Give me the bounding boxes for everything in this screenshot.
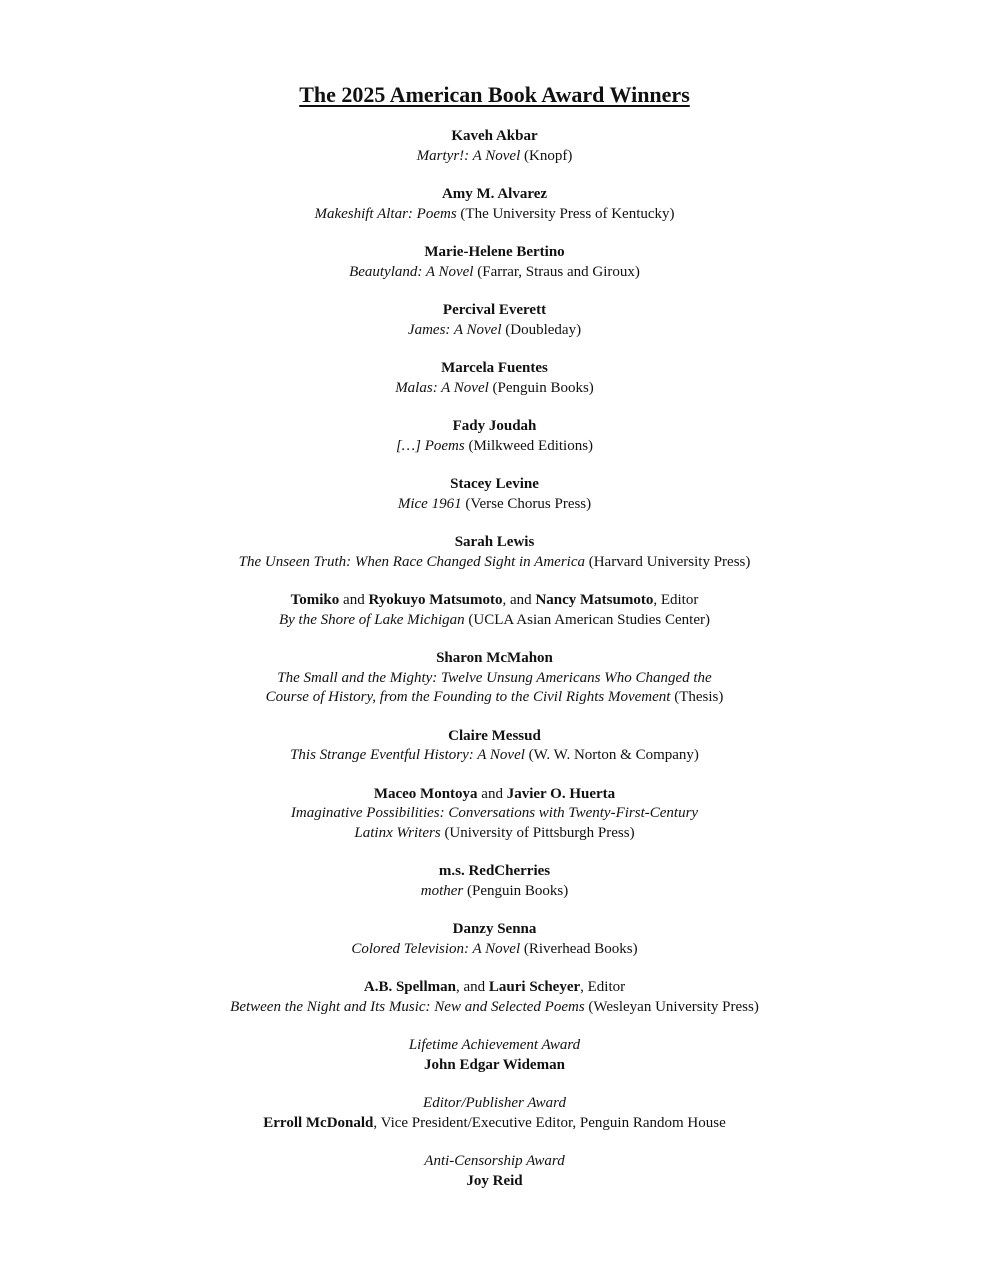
award-entry <box>0 185 989 224</box>
publisher: (Farrar, Straus and Giroux) <box>477 263 640 280</box>
book-title: Colored Television: A Novel <box>351 940 521 957</box>
publisher: (University of Pittsburgh Press) <box>444 824 635 841</box>
award-entry <box>0 920 989 959</box>
special-award-entry <box>0 1036 989 1075</box>
author-name: Marcela Fuentes <box>441 360 548 376</box>
book-title: This Strange Eventful History: A Novel <box>290 747 525 763</box>
award-entry <box>0 862 989 901</box>
author-name: Sharon McMahon <box>436 650 553 666</box>
book-title: mother <box>420 882 464 899</box>
editor-role: , Editor <box>653 592 699 608</box>
author-name: A.B. Spellman <box>363 979 456 995</box>
author-name: Fady Joudah <box>452 418 537 434</box>
book-title: Beautyland: A Novel <box>349 263 474 280</box>
book-title: By the Shore of Lake Michigan <box>278 611 465 628</box>
award-entry <box>0 417 989 456</box>
book-title: Makeshift Altar: Poems <box>314 205 457 222</box>
award-name: Editor/Publisher Award <box>423 1095 566 1111</box>
author-name: Javier O. Huerta <box>506 785 616 802</box>
conjunction: and <box>481 785 503 802</box>
page-title: The 2025 American Book Award Winners <box>299 82 690 107</box>
publisher: (W. W. Norton & Company) <box>528 747 699 763</box>
book-title: James: A Novel <box>407 321 502 338</box>
book-title: Imaginative Possibilities: Conversations with Twenty-First-Century <box>290 805 699 821</box>
recipient-name: Erroll McDonald <box>263 1114 374 1131</box>
author-name: Marie-Helene Bertino <box>424 244 565 260</box>
author-name: Percival Everett <box>442 302 547 318</box>
author-name: Maceo Montoya <box>373 785 478 802</box>
award-entry <box>0 243 989 282</box>
book-title: Latinx Writers <box>354 824 441 841</box>
book-title: Malas: A Novel <box>395 379 489 396</box>
recipient-name: John Edgar Wideman <box>424 1056 565 1073</box>
publisher: (Wesleyan University Press) <box>588 998 759 1015</box>
author-name: Ryokuyo Matsumoto <box>368 592 503 608</box>
book-title: […] Poems <box>395 437 465 454</box>
author-name: m.s. RedCherries <box>438 863 551 879</box>
award-entry <box>0 978 989 1017</box>
book-title: The Unseen Truth: When Race Changed Sight in America <box>238 553 585 570</box>
author-name: Nancy Matsumoto <box>535 592 654 608</box>
award-entry <box>0 301 989 340</box>
conjunction: , and <box>455 979 486 995</box>
publisher: (Knopf) <box>524 147 573 164</box>
award-entry <box>0 785 989 844</box>
award-name: Anti-Censorship Award <box>424 1153 565 1169</box>
publisher: (Penguin Books) <box>492 379 594 396</box>
award-entry <box>0 727 989 766</box>
author-name: Kaveh Akbar <box>451 128 538 144</box>
award-entry <box>0 533 989 572</box>
publisher: (Doubleday) <box>505 321 582 338</box>
book-title: The Small and the Mighty: Twelve Unsung Americans Who Changed the <box>277 669 712 686</box>
publisher: (The University Press of Kentucky) <box>460 205 675 222</box>
award-entry <box>0 649 989 708</box>
author-name: Sarah Lewis <box>454 534 535 550</box>
publisher: (Verse Chorus Press) <box>465 495 592 512</box>
award-list <box>0 127 989 1210</box>
publisher: (Thesis) <box>674 689 724 705</box>
author-name: Tomiko <box>290 592 340 608</box>
award-entry <box>0 359 989 398</box>
recipient-detail: , Vice President/Executive Editor, Penguin Random House <box>373 1114 726 1131</box>
book-title: Mice 1961 <box>397 495 462 512</box>
award-name: Lifetime Achievement Award <box>408 1037 581 1053</box>
author-name: Amy M. Alvarez <box>441 186 548 202</box>
author-name: Claire Messud <box>448 727 541 744</box>
publisher: (Harvard University Press) <box>588 553 751 570</box>
special-award-entry <box>0 1152 989 1191</box>
author-name: Lauri Scheyer <box>488 979 581 995</box>
award-entry <box>0 475 989 514</box>
publisher: (UCLA Asian American Studies Center) <box>468 611 711 628</box>
book-title: Course of History, from the Founding to the Civil Rights Movement <box>265 689 671 705</box>
author-name: Danzy Senna <box>452 921 537 937</box>
award-entry <box>0 591 989 630</box>
book-title: Between the Night and Its Music: New and Selected Poems <box>230 998 585 1015</box>
conjunction: and <box>343 592 365 608</box>
publisher: (Penguin Books) <box>467 882 569 899</box>
recipient-name: Joy Reid <box>466 1172 523 1189</box>
book-title: Martyr!: A Novel <box>416 147 521 164</box>
publisher: (Riverhead Books) <box>523 940 638 957</box>
award-entry <box>0 127 989 166</box>
conjunction: , and <box>502 592 532 608</box>
author-name: Stacey Levine <box>450 476 539 492</box>
editor-role: , Editor <box>580 979 626 995</box>
publisher: (Milkweed Editions) <box>468 437 594 454</box>
special-award-entry <box>0 1094 989 1133</box>
